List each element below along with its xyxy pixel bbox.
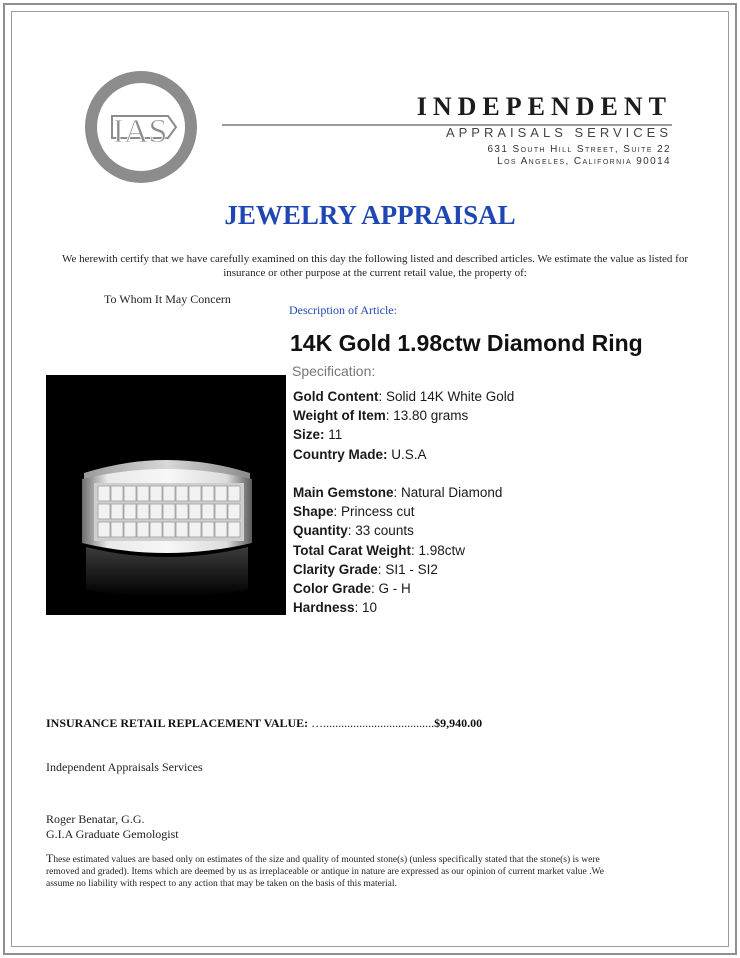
ias-logo: [82, 68, 200, 186]
valuation-line: [46, 716, 482, 731]
svg-text:IAS: IAS: [112, 113, 168, 150]
spec-color: Color Grade: G - H: [293, 580, 411, 596]
spec-gold-content: Gold Content: Solid 14K White Gold: [293, 389, 515, 404]
spec-quantity: Quantity: 33 counts: [293, 523, 414, 539]
svg-text:Appraisal: Appraisal: [111, 145, 171, 166]
appraiser-credential: G.I.A Graduate Gemologist: [46, 827, 179, 841]
valuation-label: INSURANCE RETAIL REPLACEMENT VALUE:: [46, 716, 309, 730]
spec-spacer: [293, 464, 514, 483]
spec-main-gemstone: Main Gemstone: Natural Diamond: [293, 484, 503, 500]
disclaimer-initial: T: [46, 851, 54, 865]
ring-photo: [46, 375, 286, 615]
spec-size: Size: 11: [293, 427, 343, 443]
disclaimer-text: hese estimated values are based only on estimates of the size and quality of mounted stone(s) (unless specifically stated that the stone(s) is were removed and graded). Items which are deemed by us as irreplaceable or antique in nature are expressed as our opinion of current market value .We assume no liability with respect to any action that may be taken on the basis of this material.: [46, 855, 604, 889]
valuation-amount: $9,940.00: [434, 716, 483, 730]
spec-country: Country Made: U.S.A: [293, 446, 427, 462]
spec-shape: Shape: Princess cut: [293, 504, 415, 520]
address-line-1: 631 South Hill Street, Suite 22: [487, 144, 671, 155]
disclaimer: [46, 852, 606, 890]
specification-label: Specification:: [292, 363, 376, 379]
company-name: INDEPENDENT: [416, 92, 672, 121]
spec-hardness: Hardness: 10: [293, 600, 378, 616]
signature-company: Independent Appraisals Services: [46, 760, 203, 774]
address-line-2: Los Angeles, California 90014: [497, 156, 671, 167]
spec-total-carat: Total Carat Weight: 1.98ctw: [293, 542, 466, 558]
certification-text: We herewith certify that we have carefully examined on this day the following listed and described articles. We estimate the value as listed for insurance or other purpose at the current retail value, the property of:: [61, 253, 689, 279]
recipient: To Whom It May Concern: [104, 292, 231, 306]
company-subtitle: APPRAISALS SERVICES: [445, 125, 672, 140]
spec-weight: Weight of Item: 13.80 grams: [293, 408, 469, 424]
spec-clarity: Clarity Grade: SI1 - SI2: [293, 561, 438, 577]
specifications: [293, 387, 514, 617]
document-title: JEWELRY APPRAISAL: [224, 200, 516, 230]
valuation-dots: ….....................................: [308, 716, 435, 730]
appraiser-name: Roger Benatar, G.G.: [46, 812, 145, 826]
description-label: Description of Article:: [289, 303, 397, 317]
item-title: 14K Gold 1.98ctw Diamond Ring: [290, 330, 643, 356]
